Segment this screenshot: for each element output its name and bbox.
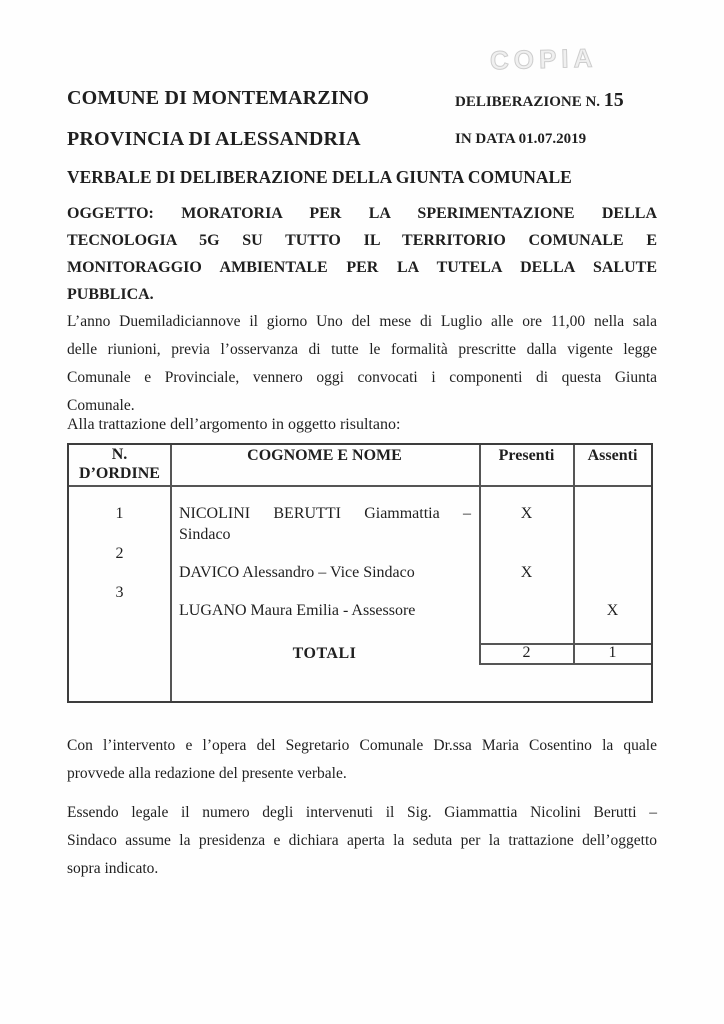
attendance-lead-line: Alla trattazione dell’argomento in oggetto risultano: bbox=[67, 416, 401, 433]
column-header-order-line1: N. bbox=[111, 446, 128, 463]
row-2-order-number: 2 bbox=[115, 545, 124, 562]
subject-paragraph bbox=[67, 200, 657, 308]
text-line: Essendo legale il numero degli intervenuti il Sig. Giammattia Nicolini Berutti – bbox=[67, 804, 657, 821]
row-1-member-name bbox=[179, 504, 471, 545]
text-line: Comunale. bbox=[67, 397, 135, 414]
column-header-order-line2: D’ORDINE bbox=[79, 465, 160, 482]
copia-stamp-watermark: COPIA bbox=[489, 42, 598, 76]
text-line: delle riunioni, previa l’osservanza di tutte le formalità prescritte dalla vigente legge bbox=[67, 341, 657, 358]
document-title: VERBALE DI DELIBERAZIONE DELLA GIUNTA COMUNALE bbox=[67, 167, 572, 187]
text-line: MONITORAGGIO AMBIENTALE PER LA TUTELA DELLA SALUTE bbox=[67, 259, 657, 276]
secretary-paragraph bbox=[67, 732, 657, 788]
text-line: Con l’intervento e l’opera del Segretario Comunale Dr.ssa Maria Cosentino la quale bbox=[67, 737, 657, 754]
intro-paragraph bbox=[67, 308, 657, 420]
row-2-member-name: DAVICO Alessandro – Vice Sindaco bbox=[179, 564, 415, 581]
deliberation-date: IN DATA 01.07.2019 bbox=[455, 131, 587, 147]
deliberation-number: 15 bbox=[603, 89, 624, 111]
column-header-name: COGNOME E NOME bbox=[247, 447, 402, 464]
text-line: sopra indicato. bbox=[67, 860, 159, 877]
text-line: provvede alla redazione del presente verbale. bbox=[67, 765, 347, 782]
row-2-presenti-mark: X bbox=[520, 564, 533, 581]
column-header-presenti: Presenti bbox=[498, 447, 555, 464]
row-1-order-number: 1 bbox=[115, 505, 124, 522]
row-3-order-number: 3 bbox=[115, 584, 124, 601]
text-line: Comunale e Provinciale, vennero oggi convocati i componenti di questa Giunta bbox=[67, 369, 657, 386]
column-header-order-number bbox=[69, 445, 170, 483]
row-1-name-line-2: Sindaco bbox=[179, 525, 231, 543]
text-line: PUBBLICA. bbox=[67, 286, 154, 303]
row-1-name-line-1: NICOLINI BERUTTI Giammattia – bbox=[179, 505, 471, 522]
province-name: PROVINCIA DI ALESSANDRIA bbox=[67, 128, 361, 150]
row-3-member-name: LUGANO Maura Emilia - Assessore bbox=[179, 602, 416, 619]
municipality-name: COMUNE DI MONTEMARZINO bbox=[67, 87, 370, 109]
table-vertical-divider-2 bbox=[479, 445, 481, 664]
text-line: Sindaco assume la presidenza e dichiara aperta la seduta per la trattazione dell’oggetto bbox=[67, 832, 657, 849]
table-header-separator bbox=[69, 485, 651, 487]
row-3-assenti-mark: X bbox=[606, 602, 619, 619]
table-vertical-divider-3 bbox=[573, 445, 575, 664]
totals-assenti-value: 1 bbox=[608, 644, 617, 661]
text-line: L’anno Duemiladiciannove il giorno Uno del mese di Luglio alle ore 11,00 nella sala bbox=[67, 313, 657, 330]
deliberation-number-line bbox=[455, 89, 624, 112]
totals-label: TOTALI bbox=[292, 645, 357, 662]
totals-box-bottom-line bbox=[479, 663, 651, 665]
row-1-presenti-mark: X bbox=[520, 505, 533, 522]
deliberation-label: DELIBERAZIONE N. bbox=[455, 94, 601, 110]
totals-presenti-value: 2 bbox=[522, 644, 531, 661]
text-line: OGGETTO: MORATORIA PER LA SPERIMENTAZIONE DELLA bbox=[67, 205, 657, 222]
text-line: TECNOLOGIA 5G SU TUTTO IL TERRITORIO COMUNALE E bbox=[67, 232, 657, 249]
closing-paragraph bbox=[67, 799, 657, 883]
attendance-table bbox=[67, 443, 653, 703]
column-header-assenti: Assenti bbox=[587, 447, 638, 464]
